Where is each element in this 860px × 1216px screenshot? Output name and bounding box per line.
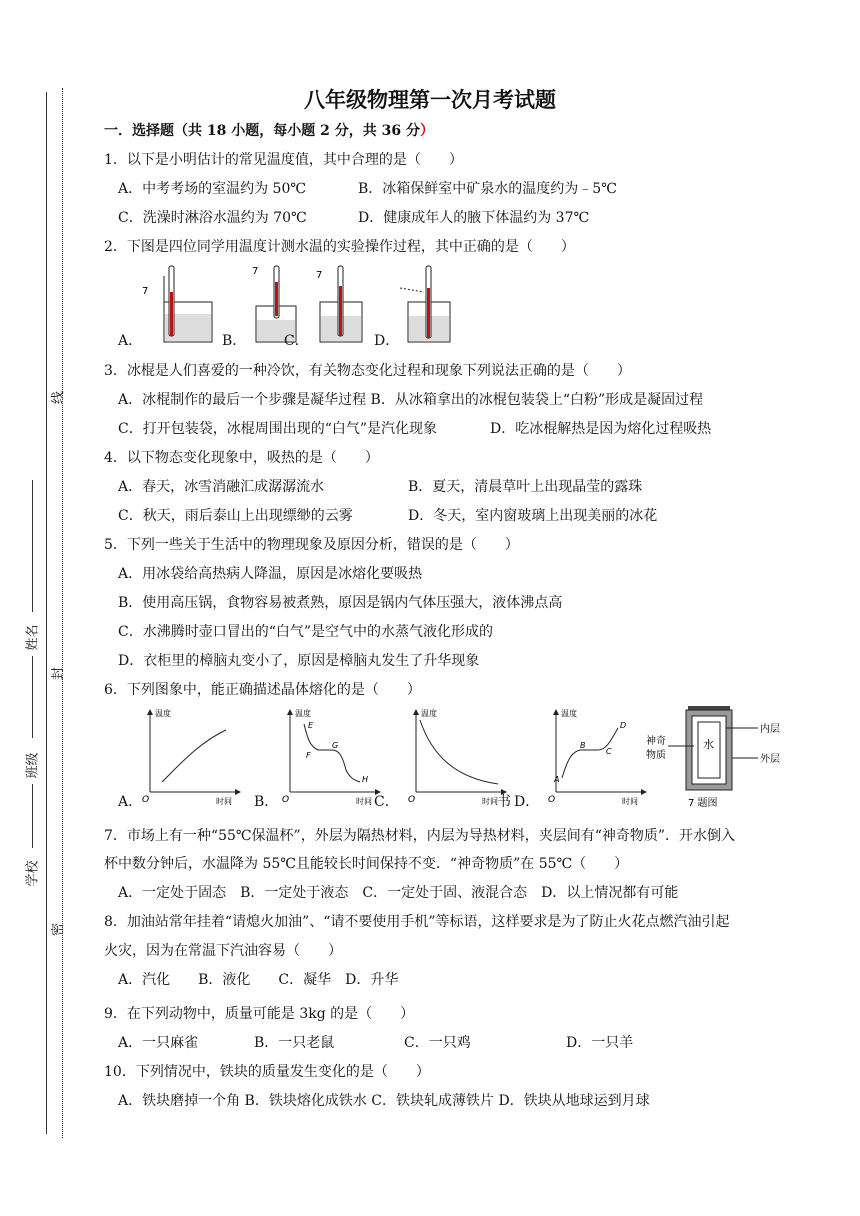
q3-option-c: C．打开包装袋，冰棍周围出现的“白气”是汽化现象	[118, 421, 438, 437]
q6-graph-a	[142, 708, 240, 806]
q5-option-c: C．水沸腾时壶口冒出的“白气”是空气中的水蒸气液化形成的	[118, 624, 494, 640]
q9-stem: 9．在下列动物中，质量可能是 3kg 的是（ ）	[104, 1006, 415, 1022]
q2-figure-c	[316, 266, 362, 342]
margin-mi: 密	[51, 922, 67, 937]
q8-options: A．汽化 B．液化 C．凝华 D．升华	[118, 972, 399, 988]
q7-stem-line1: 7．市场上有一种“55℃保温杯”，外层为隔热材料，内层为导热材料，夹层间有“神奇物质”．开水倒入	[104, 828, 736, 844]
q2-option-a: A．	[118, 333, 143, 349]
margin-xian: 线	[51, 390, 67, 405]
q6-option-b: B．	[254, 794, 279, 810]
q6-graph-c	[408, 708, 506, 806]
q7-cup-figure	[646, 706, 780, 808]
svg-text:温度: 温度	[295, 709, 311, 718]
q7-stem-line2: 杯中数分钟后，水温降为 55℃且能较长时间保持不变．“神奇物质”在 55℃（ ）	[104, 856, 629, 872]
q9-option-c: C．一只鸡	[404, 1035, 471, 1051]
svg-text:O: O	[408, 795, 416, 805]
q2-stem: 2．下图是四位同学用温度计测水温的实验操作过程，其中正确的是（ ）	[104, 239, 575, 255]
q10-options: A．铁块磨掉一个角 B．铁块熔化成铁水 C．铁块轧成薄铁片 D．铁块从地球运到月球	[118, 1093, 650, 1109]
svg-text:O: O	[282, 795, 290, 805]
section-heading-close: ）	[419, 123, 434, 139]
q1-option-c: C．洗澡时淋浴水温约为 70℃	[118, 210, 307, 226]
q9-option-d: D．一只羊	[566, 1035, 634, 1051]
q6-shu-text: 书	[497, 794, 511, 810]
q6-option-c: C．	[374, 794, 399, 810]
q4-stem: 4．以下物态变化现象中，吸热的是（ ）	[104, 450, 379, 466]
svg-text:温度: 温度	[421, 709, 437, 718]
section-heading-text: 一．选择题（共 18 小题，每小题 2 分，共 36 分	[104, 123, 420, 139]
svg-text:内层: 内层	[760, 724, 780, 735]
svg-text:E: E	[308, 721, 314, 730]
q2-option-b: B．	[222, 333, 247, 349]
svg-text:神奇: 神奇	[646, 736, 666, 747]
svg-text:水: 水	[703, 738, 714, 751]
svg-text:时间: 时间	[622, 797, 638, 806]
svg-text:时间: 时间	[356, 797, 372, 806]
svg-text:7: 7	[316, 270, 323, 281]
page-title: 八年级物理第一次月考试题	[304, 88, 556, 112]
svg-text:时间: 时间	[482, 797, 498, 806]
q2-option-c: C．	[284, 333, 309, 349]
svg-text:O: O	[142, 795, 150, 805]
q3-stem: 3．冰棍是人们喜爱的一种冷饮，有关物态变化过程和现象下列说法正确的是（ ）	[104, 363, 631, 379]
binding-line-dotted	[62, 88, 63, 1138]
q1-option-d: D．健康成年人的腋下体温约为 37℃	[358, 210, 590, 226]
q2-figure-a	[142, 266, 212, 342]
margin-feng: 封	[51, 666, 67, 681]
binding-line-solid	[46, 92, 47, 1134]
q4-option-b: B．夏天，清晨草叶上出现晶莹的露珠	[408, 479, 643, 495]
q9-option-a: A．一只麻雀	[118, 1035, 199, 1051]
q5-option-b: B．使用高压锅，食物容易被煮熟，原因是锅内气体压强大，液体沸点高	[118, 595, 563, 611]
q6-option-a: A．	[118, 794, 143, 810]
margin-class-label: 班级	[25, 752, 41, 779]
class-fill-line	[32, 656, 33, 738]
svg-text:外层: 外层	[760, 754, 780, 765]
q4-option-d: D．冬天，室内窗玻璃上出现美丽的冰花	[408, 508, 658, 524]
q6-graph-b	[282, 708, 380, 806]
svg-text:O: O	[548, 795, 556, 805]
q10-stem: 10．下列情况中，铁块的质量发生变化的是（ ）	[104, 1064, 430, 1080]
q9-option-b: B．一只老鼠	[254, 1035, 335, 1051]
q6-graph-d	[548, 708, 646, 806]
margin-school-label: 学校	[25, 860, 41, 887]
q1-stem: 1．以下是小明估计的常见温度值，其中合理的是（ ）	[104, 152, 463, 168]
q6-graphs	[140, 706, 800, 808]
q8-stem-line2: 火灾，因为在常温下汽油容易（ ）	[104, 943, 342, 959]
q6-option-d: D．	[514, 794, 540, 810]
q5-option-a: A．用冰袋给高热病人降温，原因是冰熔化要吸热	[118, 566, 423, 582]
svg-text:物质: 物质	[646, 750, 666, 761]
q3-option-d: D．吃冰棍解热是因为熔化过程吸热	[490, 421, 712, 437]
svg-text:D: D	[620, 721, 627, 730]
q3-option-ab: A．冰棍制作的最后一个步骤是凝华过程 B．从冰箱拿出的冰棍包装袋上“白粉”形成是凝固过程	[118, 392, 704, 408]
svg-text:7 题图: 7 题图	[688, 798, 718, 808]
q5-option-d: D．衣柜里的樟脑丸变小了，原因是樟脑丸发生了升华现象	[118, 653, 480, 669]
svg-text:C: C	[606, 747, 612, 756]
svg-text:7: 7	[252, 266, 259, 277]
svg-text:H: H	[362, 775, 369, 784]
svg-text:时间: 时间	[216, 797, 232, 806]
q7-options: A．一定处于固态 B．一定处于液态 C．一定处于固、液混合态 D．以上情况都有可能	[118, 885, 679, 901]
svg-text:G: G	[332, 741, 339, 750]
svg-text:A: A	[554, 775, 560, 784]
svg-text:7: 7	[142, 286, 149, 297]
q2-option-d: D．	[374, 333, 400, 349]
margin-name-label: 姓名	[25, 624, 41, 651]
svg-text:温度: 温度	[561, 709, 577, 718]
q1-option-a: A．中考考场的室温约为 50℃	[118, 181, 307, 197]
svg-text:B: B	[580, 741, 586, 750]
q2-figure-d	[400, 266, 450, 342]
q4-option-c: C．秋天，雨后泰山上出现缥缈的云雾	[118, 508, 353, 524]
name-fill-line	[32, 480, 33, 612]
svg-text:温度: 温度	[155, 709, 171, 718]
q8-stem-line1: 8．加油站常年挂着“请熄火加油”、“请不要使用手机”等标语，这样要求是为了防止火花点燃汽油引起	[104, 914, 730, 930]
section-heading	[104, 120, 434, 140]
q6-stem: 6．下列图象中，能正确描述晶体熔化的是（ ）	[104, 682, 421, 698]
school-fill-line	[32, 784, 33, 848]
q1-option-b: B．冰箱保鲜室中矿泉水的温度约为﹣5℃	[358, 181, 617, 197]
svg-text:F: F	[306, 751, 311, 760]
q4-option-a: A．春天，冰雪消融汇成潺潺流水	[118, 479, 325, 495]
q5-stem: 5．下列一些关于生活中的物理现象及原因分析，错误的是（ ）	[104, 537, 519, 553]
